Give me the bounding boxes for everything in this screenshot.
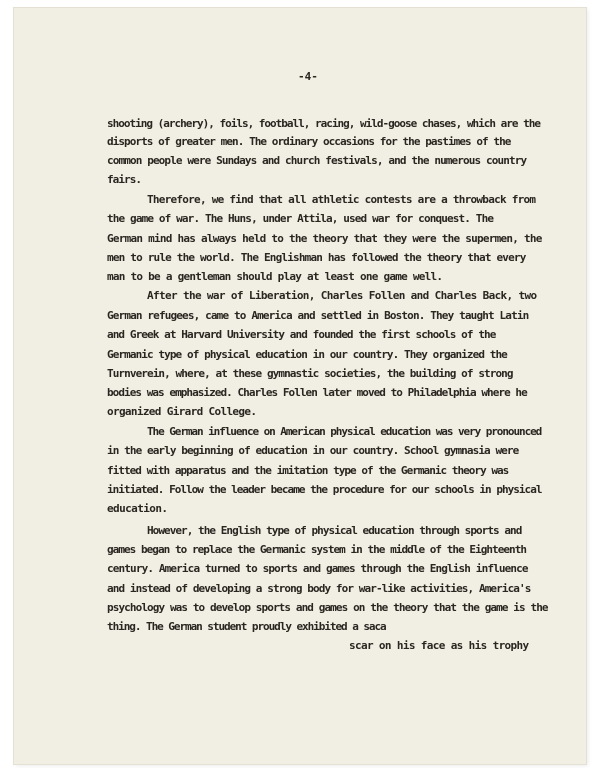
text-line: Turnverein, where, at these gymnastic societies, the building of strong [107, 367, 513, 380]
text-line: However, the English type of physical education through sports and [147, 524, 522, 537]
text-line: psychology was to develop sports and games on the theory that the game is the [107, 601, 548, 614]
text-line: fairs. [107, 173, 142, 186]
text-line: the game of war. The Huns, under Attila, used war for conquest. The [107, 212, 494, 225]
text-line: thing. The German student proudly exhibited a saca [107, 620, 386, 633]
text-line: Germanic type of physical education in our country. They organized the [107, 348, 507, 361]
page-number: -4- [298, 70, 318, 83]
text-line: shooting (archery), foils, football, racing, wild-goose chases, which are the [107, 117, 540, 130]
text-line: in the early beginning of education in our country. School gymnasia were [107, 444, 519, 457]
text-line: education. [107, 502, 168, 515]
text-line: common people were Sundays and church festivals, and the numerous country [107, 154, 527, 167]
typed-page [14, 8, 586, 764]
text-line: initiated. Follow the leader became the procedure for our schools in physical [107, 483, 542, 496]
text-line: organized Girard College. [107, 405, 257, 418]
text-line: scar on his face as his trophy [349, 639, 529, 652]
text-line: After the war of Liberation, Charles Follen and Charles Back, two [147, 289, 537, 302]
text-line: and instead of developing a strong body for war-like activities, America's [107, 582, 531, 595]
text-line: century. America turned to sports and games through the English influence [107, 562, 528, 575]
text-line: German mind has always held to the theory that they were the supermen, the [107, 232, 542, 245]
text-line: Therefore, we find that all athletic contests are a throwback from [147, 193, 536, 206]
text-line: games began to replace the Germanic system in the middle of the Eighteenth [107, 543, 527, 556]
text-line: The German influence on American physical education was very pronounced [147, 425, 542, 438]
text-line: men to rule the world. The Englishman has followed the theory that every [107, 251, 526, 264]
text-line: German refugees, came to America and settled in Boston. They taught Latin [107, 309, 529, 322]
text-line: disports of greater men. The ordinary occasions for the pastimes of the [107, 135, 511, 148]
text-line: man to be a gentleman should play at least one game well. [107, 270, 443, 283]
text-line: fitted with apparatus and the imitation type of the Germanic theory was [107, 464, 509, 477]
text-line: bodies was emphasized. Charles Follen later moved to Philadelphia where he [107, 386, 527, 399]
text-line: and Greek at Harvard University and founded the first schools of the [107, 328, 496, 341]
